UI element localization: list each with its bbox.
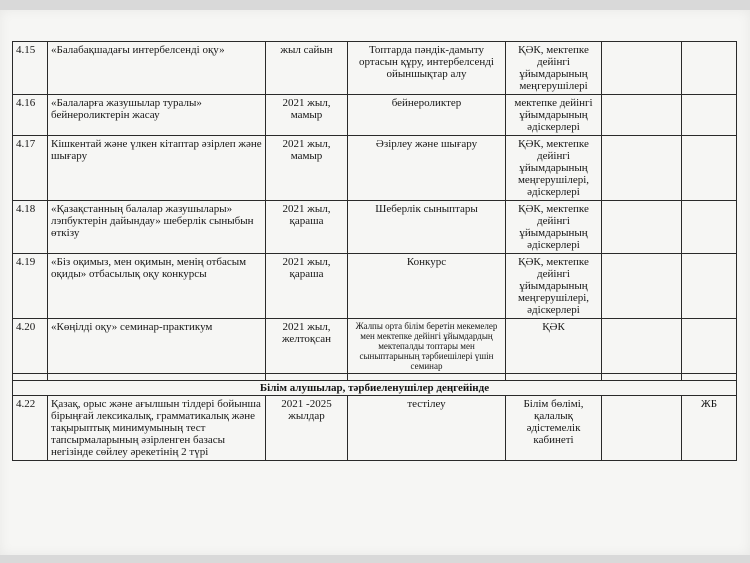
event-responsible: ҚӘК, мектепке дейінгі ұйымдарының әдіскерлері <box>506 201 602 254</box>
empty-cell <box>48 374 266 381</box>
row-number: 4.15 <box>13 42 48 95</box>
table-row-4-17 <box>13 136 737 201</box>
row-number: 4.18 <box>13 201 48 254</box>
event-name: «Көңілді оқу» семинар-практикум <box>48 319 266 374</box>
event-form: бейнероликтер <box>348 95 506 136</box>
empty-cell <box>266 374 348 381</box>
event-date: 2021 жыл, қараша <box>266 201 348 254</box>
event-date: 2021 жыл, қараша <box>266 254 348 319</box>
event-date: 2021 жыл, мамыр <box>266 95 348 136</box>
table-row-4-22 <box>13 396 737 461</box>
empty-cell <box>682 374 737 381</box>
empty-cell <box>602 136 682 201</box>
empty-cell <box>682 319 737 374</box>
empty-cell <box>602 254 682 319</box>
table-row-4-19 <box>13 254 737 319</box>
event-form: Әзірлеу және шығару <box>348 136 506 201</box>
row-number: 4.17 <box>13 136 48 201</box>
empty-cell <box>682 136 737 201</box>
completion-mark: ЖБ <box>682 396 737 461</box>
event-form: Топтарда пәндік-дамыту ортасын құру, интербелсенді ойыншықтар алу <box>348 42 506 95</box>
empty-cell <box>602 319 682 374</box>
empty-cell <box>602 95 682 136</box>
event-name: «Біз оқимыз, мен оқимын, менің отбасым оқиды» отбасылық оқу конкурсы <box>48 254 266 319</box>
empty-cell <box>13 374 48 381</box>
event-responsible: ҚӘК <box>506 319 602 374</box>
event-responsible: мектепке дейінгі ұйымдарының әдіскерлері <box>506 95 602 136</box>
empty-cell <box>602 396 682 461</box>
event-responsible: ҚӘК, мектепке дейінгі ұйымдарының меңгерушілері, әдіскерлері <box>506 254 602 319</box>
event-date: жыл сайын <box>266 42 348 95</box>
action-plan-table <box>12 41 737 461</box>
event-form: Шеберлік сыныптары <box>348 201 506 254</box>
empty-cell <box>602 42 682 95</box>
row-number: 4.20 <box>13 319 48 374</box>
event-form: Жалпы орта білім беретін мекемелер мен мектепке дейінгі ұйымдардың мектепалды топтары мен сыныптарының тәрбиешілері үшін семинар <box>348 319 506 374</box>
spacer-row <box>13 374 737 381</box>
document-page <box>0 10 750 555</box>
section-heading-row <box>13 381 737 396</box>
section-title: Білім алушылар, тәрбиеленушілер деңгейінде <box>13 381 737 396</box>
event-date: 2021 жыл, мамыр <box>266 136 348 201</box>
table-row-4-16 <box>13 95 737 136</box>
event-name: Кішкентай және үлкен кітаптар әзірлеп және шығару <box>48 136 266 201</box>
event-date: 2021 -2025 жылдар <box>266 396 348 461</box>
row-number: 4.22 <box>13 396 48 461</box>
event-name: «Қазақстанның балалар жазушылары» лэпбуктерін дайындау» шеберлік сыныбын өткізу <box>48 201 266 254</box>
empty-cell <box>602 201 682 254</box>
event-responsible: ҚӘК, мектепке дейінгі ұйымдарының меңгерушілері <box>506 42 602 95</box>
event-responsible: Білім бөлімі, қалалық әдістемелік кабинеті <box>506 396 602 461</box>
empty-cell <box>682 254 737 319</box>
empty-cell <box>682 42 737 95</box>
event-name: «Балаларға жазушылар туралы» бейнероликтерін жасау <box>48 95 266 136</box>
table-row-4-20 <box>13 319 737 374</box>
empty-cell <box>682 201 737 254</box>
empty-cell <box>506 374 602 381</box>
event-form: Конкурс <box>348 254 506 319</box>
event-form: тестілеу <box>348 396 506 461</box>
event-responsible: ҚӘК, мектепке дейінгі ұйымдарының меңгерушілері, әдіскерлері <box>506 136 602 201</box>
empty-cell <box>602 374 682 381</box>
event-name: «Балабақшадағы интербелсенді оқу» <box>48 42 266 95</box>
row-number: 4.19 <box>13 254 48 319</box>
empty-cell <box>348 374 506 381</box>
row-number: 4.16 <box>13 95 48 136</box>
table-row-4-18 <box>13 201 737 254</box>
empty-cell <box>682 95 737 136</box>
event-name: Қазақ, орыс және ағылшын тілдері бойынша бірыңғай лексикалық, грамматикалық және тақырыптық минимумының тест тапсырмаларының әзірленген базасы негізінде сөйлеу әрекетінің 2 түрі <box>48 396 266 461</box>
table-row-4-15 <box>13 42 737 95</box>
event-date: 2021 жыл, желтоқсан <box>266 319 348 374</box>
